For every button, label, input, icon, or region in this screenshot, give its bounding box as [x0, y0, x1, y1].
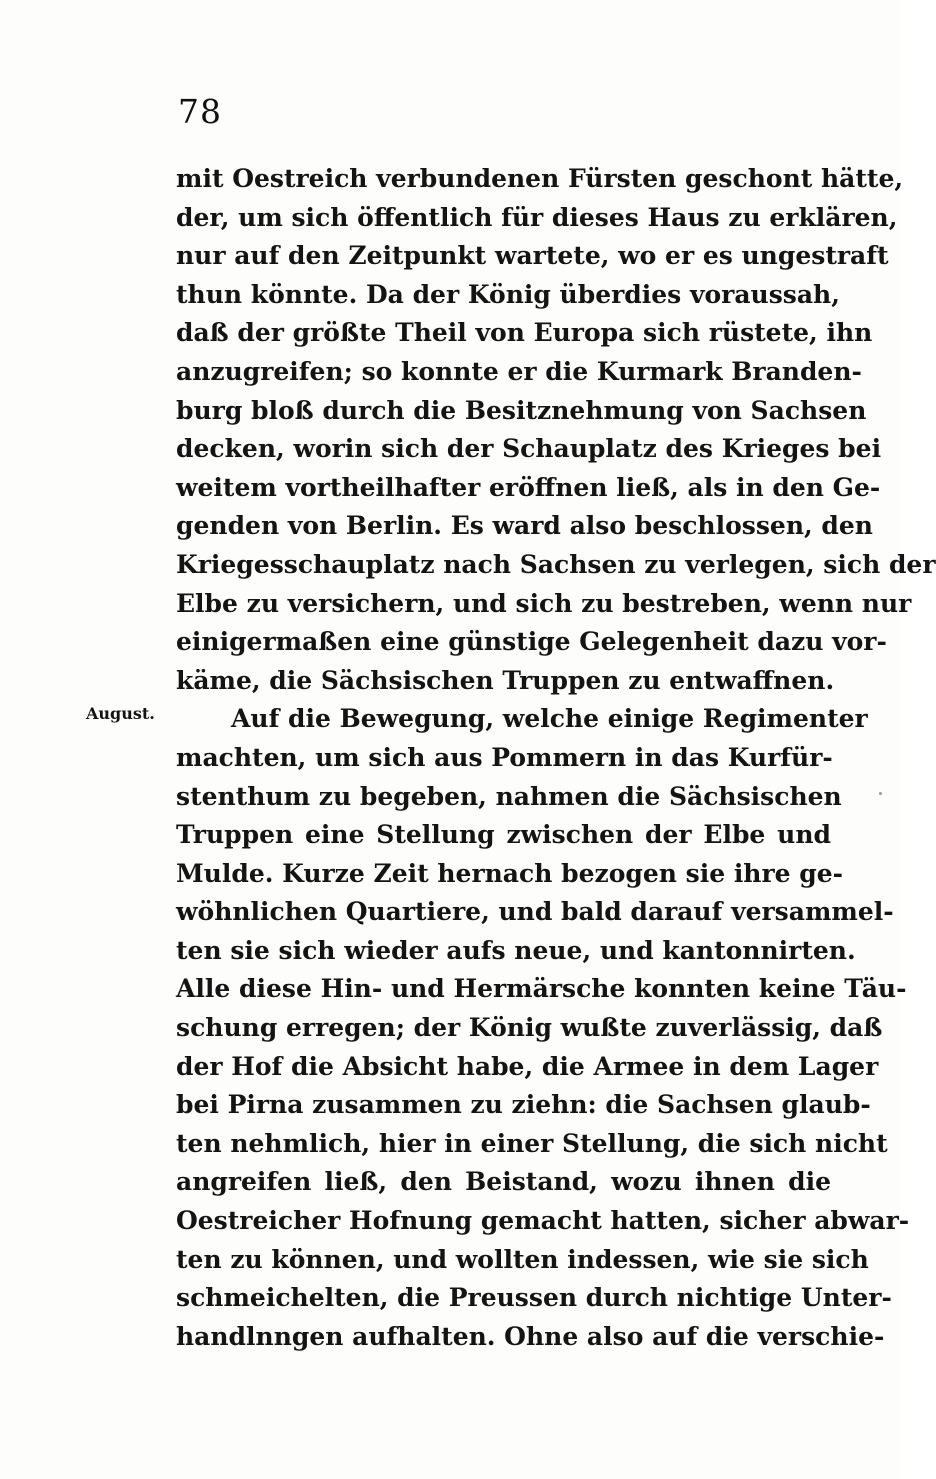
text-line: Mulde. Kurze Zeit hernach bezogen sie ihre ge- — [176, 858, 844, 888]
text-line: angreifen ließ, den Beistand, wozu ihnen die — [176, 1167, 831, 1197]
paragraph-1 — [176, 160, 936, 700]
text-line: decken, worin sich der Schauplatz des Krieges bei — [176, 434, 882, 464]
text-line: genden von Berlin. Es ward also beschlossen, den — [176, 511, 873, 541]
text-line: Auf die Bewegung, welche einige Regimenter — [231, 704, 868, 734]
text-line: daß der größte Theil von Europa sich rüstete, ihn — [176, 318, 873, 348]
text-line: nur auf den Zeitpunkt wartete, wo er es ungestraft — [176, 241, 889, 271]
text-line: schung erregen; der König wußte zuverlässig, daß — [176, 1013, 883, 1043]
paragraph-2 — [176, 700, 910, 1356]
text-line: wöhnlichen Quartiere, und bald darauf versammel- — [176, 897, 894, 927]
text-line: schmeichelten, die Preussen durch nichtige Unter- — [176, 1283, 892, 1313]
text-line: Alle diese Hin- und Hermärsche konnten keine Täu- — [176, 974, 907, 1004]
body-text — [176, 160, 936, 1356]
text-line: mit Oestreich verbundenen Fürsten geschont hätte, — [176, 164, 904, 193]
text-line: handlnngen aufhalten. Ohne also auf die verschie- — [176, 1321, 885, 1351]
text-line: der, um sich öffentlich für dieses Haus zu erklären, — [176, 202, 898, 232]
text-line: burg bloß durch die Besitznehmung von Sachsen — [176, 395, 867, 425]
text-line: Oestreicher Hofnung gemacht hatten, sicher abwar- — [176, 1206, 910, 1236]
margin-note: August. — [86, 704, 155, 723]
text-line: Truppen eine Stellung zwischen der Elbe und — [176, 820, 831, 850]
text-line: Kriegesschauplatz nach Sachsen zu verlegen, sich der — [176, 549, 936, 579]
text-line: der Hof die Absicht habe, die Armee in dem Lager — [176, 1051, 879, 1081]
text-line: ten sie sich wieder aufs neue, und kantonnirten. — [176, 935, 856, 965]
text-line: anzugreifen; so konnte er die Kurmark Branden- — [176, 356, 862, 386]
text-line: stenthum zu begeben, nahmen die Sächsischen — [176, 781, 842, 811]
text-line: weitem vortheilhafter eröffnen ließ, als in den Ge- — [176, 472, 881, 502]
text-line: machten, um sich aus Pommern in das Kurfür- — [176, 742, 833, 772]
text-line: ten nehmlich, hier in einer Stellung, die sich nicht — [176, 1128, 888, 1158]
text-line: einigermaßen eine günstige Gelegenheit dazu vor- — [176, 627, 887, 657]
text-line: ten zu können, und wollten indessen, wie sie sich — [176, 1244, 869, 1274]
text-line: Elbe zu versichern, und sich zu bestreben, wenn nur — [176, 588, 912, 618]
text-line: käme, die Sächsischen Truppen zu entwaffnen. — [176, 665, 835, 695]
text-line: thun könnte. Da der König überdies voraussah, — [176, 279, 840, 309]
paper-speck — [879, 792, 882, 795]
text-line: bei Pirna zusammen zu ziehn: die Sachsen glaub- — [176, 1090, 871, 1120]
page-number: 78 — [178, 92, 222, 131]
